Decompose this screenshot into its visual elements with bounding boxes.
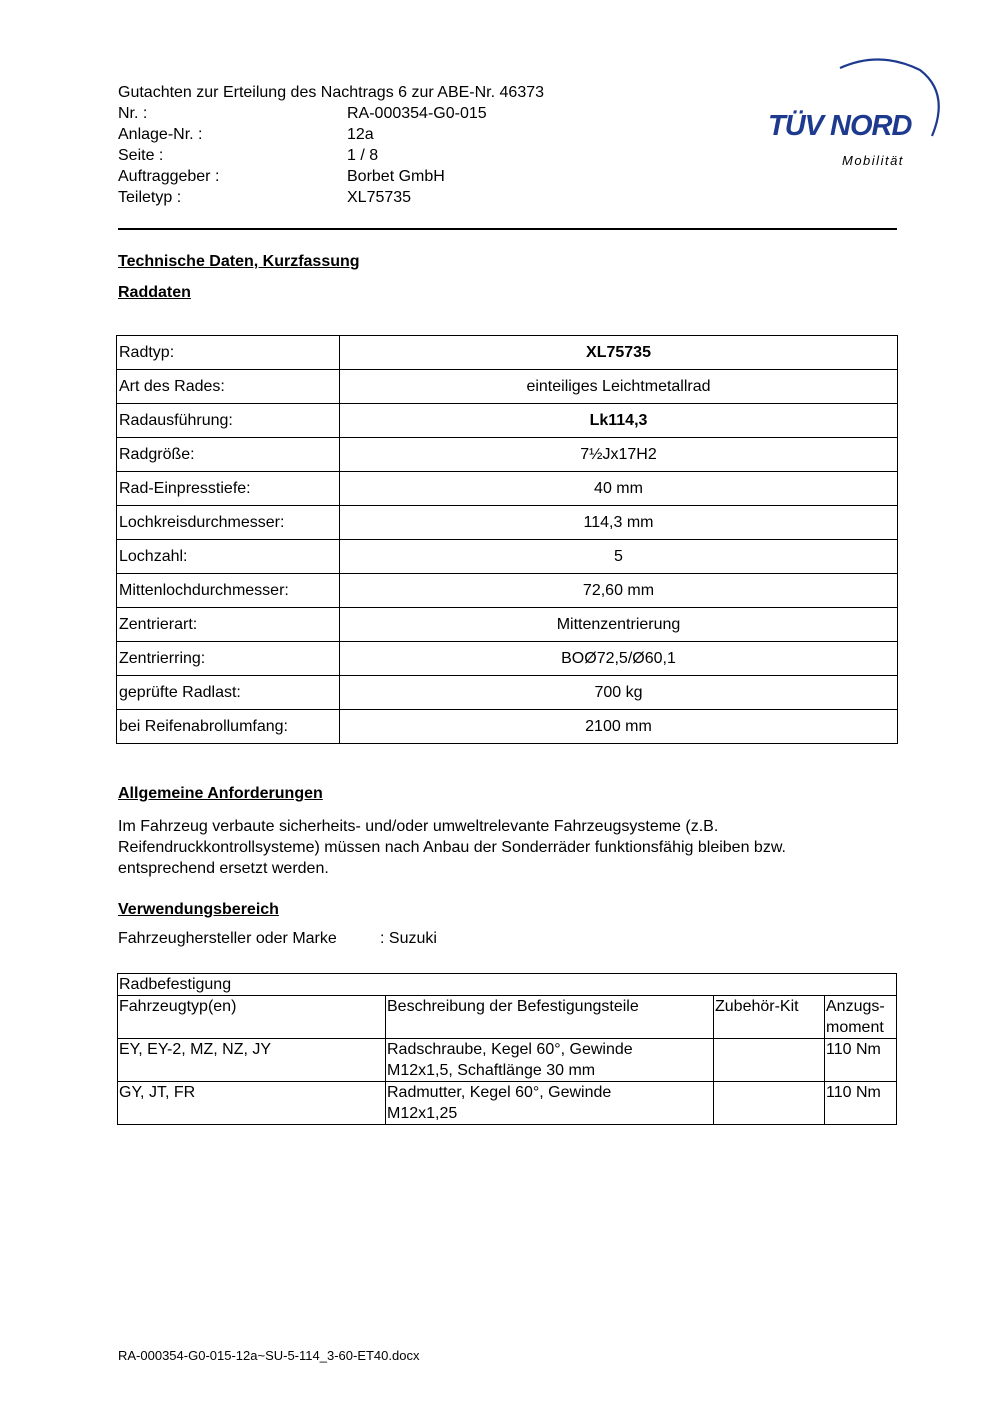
table-label: Rad-Einpresstiefe: bbox=[117, 472, 340, 506]
mounting-table bbox=[117, 973, 897, 1125]
table-value: 2100 mm bbox=[340, 710, 898, 744]
column-header bbox=[825, 996, 897, 1039]
table-row bbox=[117, 336, 898, 370]
table-value: einteiliges Leichtmetallrad bbox=[340, 370, 898, 404]
header-line: Anzugs- bbox=[826, 998, 885, 1015]
table-value: 72,60 mm bbox=[340, 574, 898, 608]
table-row bbox=[117, 608, 898, 642]
logo-sub-text: Mobilität bbox=[842, 153, 904, 168]
table-header-row bbox=[118, 996, 897, 1039]
tuev-nord-logo bbox=[760, 58, 945, 173]
paragraph-line: entsprechend ersetzt werden. bbox=[118, 860, 329, 877]
usage-title: Verwendungsbereich bbox=[118, 901, 279, 918]
column-header: Fahrzeugtyp(en) bbox=[118, 996, 386, 1039]
section-title: Technische Daten, Kurzfassung bbox=[118, 253, 360, 270]
header-value: XL75735 bbox=[347, 189, 412, 206]
requirements-text bbox=[118, 816, 898, 879]
table-value: 114,3 mm bbox=[340, 506, 898, 540]
manufacturer-value: : Suzuki bbox=[380, 930, 437, 947]
table-value: BOØ72,5/Ø60,1 bbox=[340, 642, 898, 676]
header-divider bbox=[118, 228, 897, 230]
table-row bbox=[117, 438, 898, 472]
header-row-nr bbox=[118, 103, 544, 124]
table-row bbox=[118, 1082, 897, 1125]
manufacturer-line bbox=[118, 930, 437, 948]
table-cell: 110 Nm bbox=[825, 1082, 897, 1125]
document-footer: RA-000354-G0-015-12a~SU-5-114_3-60-ET40.docx bbox=[118, 1348, 420, 1363]
table-caption: Radbefestigung bbox=[118, 974, 897, 996]
header-label: Teiletyp : bbox=[118, 189, 182, 206]
table-value: 40 mm bbox=[340, 472, 898, 506]
table-cell bbox=[386, 1039, 714, 1082]
table-cell bbox=[714, 1039, 825, 1082]
header-row-seite bbox=[118, 145, 544, 166]
table-value: Lk114,3 bbox=[340, 404, 898, 438]
cell-line: Radschraube, Kegel 60°, Gewinde bbox=[387, 1041, 633, 1058]
table-label: bei Reifenabrollumfang: bbox=[117, 710, 340, 744]
table-row bbox=[117, 472, 898, 506]
header-label: Anlage-Nr. : bbox=[118, 126, 203, 143]
table-label: Mittenlochdurchmesser: bbox=[117, 574, 340, 608]
table-value: 7½Jx17H2 bbox=[340, 438, 898, 472]
paragraph-line: Reifendruckkontrollsysteme) müssen nach Anbau der Sonderräder funktionsfähig bleiben bzw. bbox=[118, 839, 786, 856]
table-cell: GY, JT, FR bbox=[118, 1082, 386, 1125]
section-subtitle: Raddaten bbox=[118, 284, 191, 301]
cell-line: M12x1,5, Schaftlänge 30 mm bbox=[387, 1062, 596, 1079]
table-row bbox=[118, 1039, 897, 1082]
header-value: RA-000354-G0-015 bbox=[347, 105, 487, 122]
table-row bbox=[117, 710, 898, 744]
table-row bbox=[117, 540, 898, 574]
header-label: Seite : bbox=[118, 147, 164, 164]
table-label: Radausführung: bbox=[117, 404, 340, 438]
cell-line: Radmutter, Kegel 60°, Gewinde bbox=[387, 1084, 612, 1101]
table-label: Zentrierring: bbox=[117, 642, 340, 676]
table-row bbox=[117, 642, 898, 676]
table-value: 5 bbox=[340, 540, 898, 574]
table-label: Radtyp: bbox=[117, 336, 340, 370]
table-value: Mittenzentrierung bbox=[340, 608, 898, 642]
table-row bbox=[117, 506, 898, 540]
table-label: Zentrierart: bbox=[117, 608, 340, 642]
header-value: 12a bbox=[347, 126, 374, 143]
header-label: Auftraggeber : bbox=[118, 168, 220, 185]
column-header: Beschreibung der Befestigungsteile bbox=[386, 996, 714, 1039]
document-title: Gutachten zur Erteilung des Nachtrags 6 zur ABE-Nr. 46373 bbox=[118, 84, 545, 101]
table-value: 700 kg bbox=[340, 676, 898, 710]
table-label: Lochkreisdurchmesser: bbox=[117, 506, 340, 540]
table-row bbox=[117, 574, 898, 608]
header-row-teiletyp bbox=[118, 187, 544, 208]
table-caption-row bbox=[118, 974, 897, 996]
wheel-data-table bbox=[116, 335, 898, 744]
table-value: XL75735 bbox=[340, 336, 898, 370]
paragraph-line: Im Fahrzeug verbaute sicherheits- und/oder umweltrelevante Fahrzeugsysteme (z.B. bbox=[118, 818, 719, 835]
cell-line: M12x1,25 bbox=[387, 1105, 458, 1122]
manufacturer-label: Fahrzeughersteller oder Marke bbox=[118, 930, 337, 947]
header-label: Nr. : bbox=[118, 105, 148, 122]
table-label: Art des Rades: bbox=[117, 370, 340, 404]
table-cell: EY, EY-2, MZ, NZ, JY bbox=[118, 1039, 386, 1082]
table-cell bbox=[714, 1082, 825, 1125]
table-cell: 110 Nm bbox=[825, 1039, 897, 1082]
table-row bbox=[117, 370, 898, 404]
header-row-auftraggeber bbox=[118, 166, 544, 187]
header-value: Borbet GmbH bbox=[347, 168, 445, 185]
column-header: Zubehör-Kit bbox=[714, 996, 825, 1039]
table-row bbox=[117, 676, 898, 710]
logo-brand-text: TÜV NORD bbox=[768, 110, 912, 142]
table-label: Lochzahl: bbox=[117, 540, 340, 574]
document-header bbox=[118, 82, 544, 208]
header-row-anlage bbox=[118, 124, 544, 145]
table-label: Radgröße: bbox=[117, 438, 340, 472]
table-row bbox=[117, 404, 898, 438]
requirements-title: Allgemeine Anforderungen bbox=[118, 785, 323, 802]
table-cell bbox=[386, 1082, 714, 1125]
header-value: 1 / 8 bbox=[347, 147, 379, 164]
header-line: moment bbox=[826, 1019, 884, 1036]
table-label: geprüfte Radlast: bbox=[117, 676, 340, 710]
